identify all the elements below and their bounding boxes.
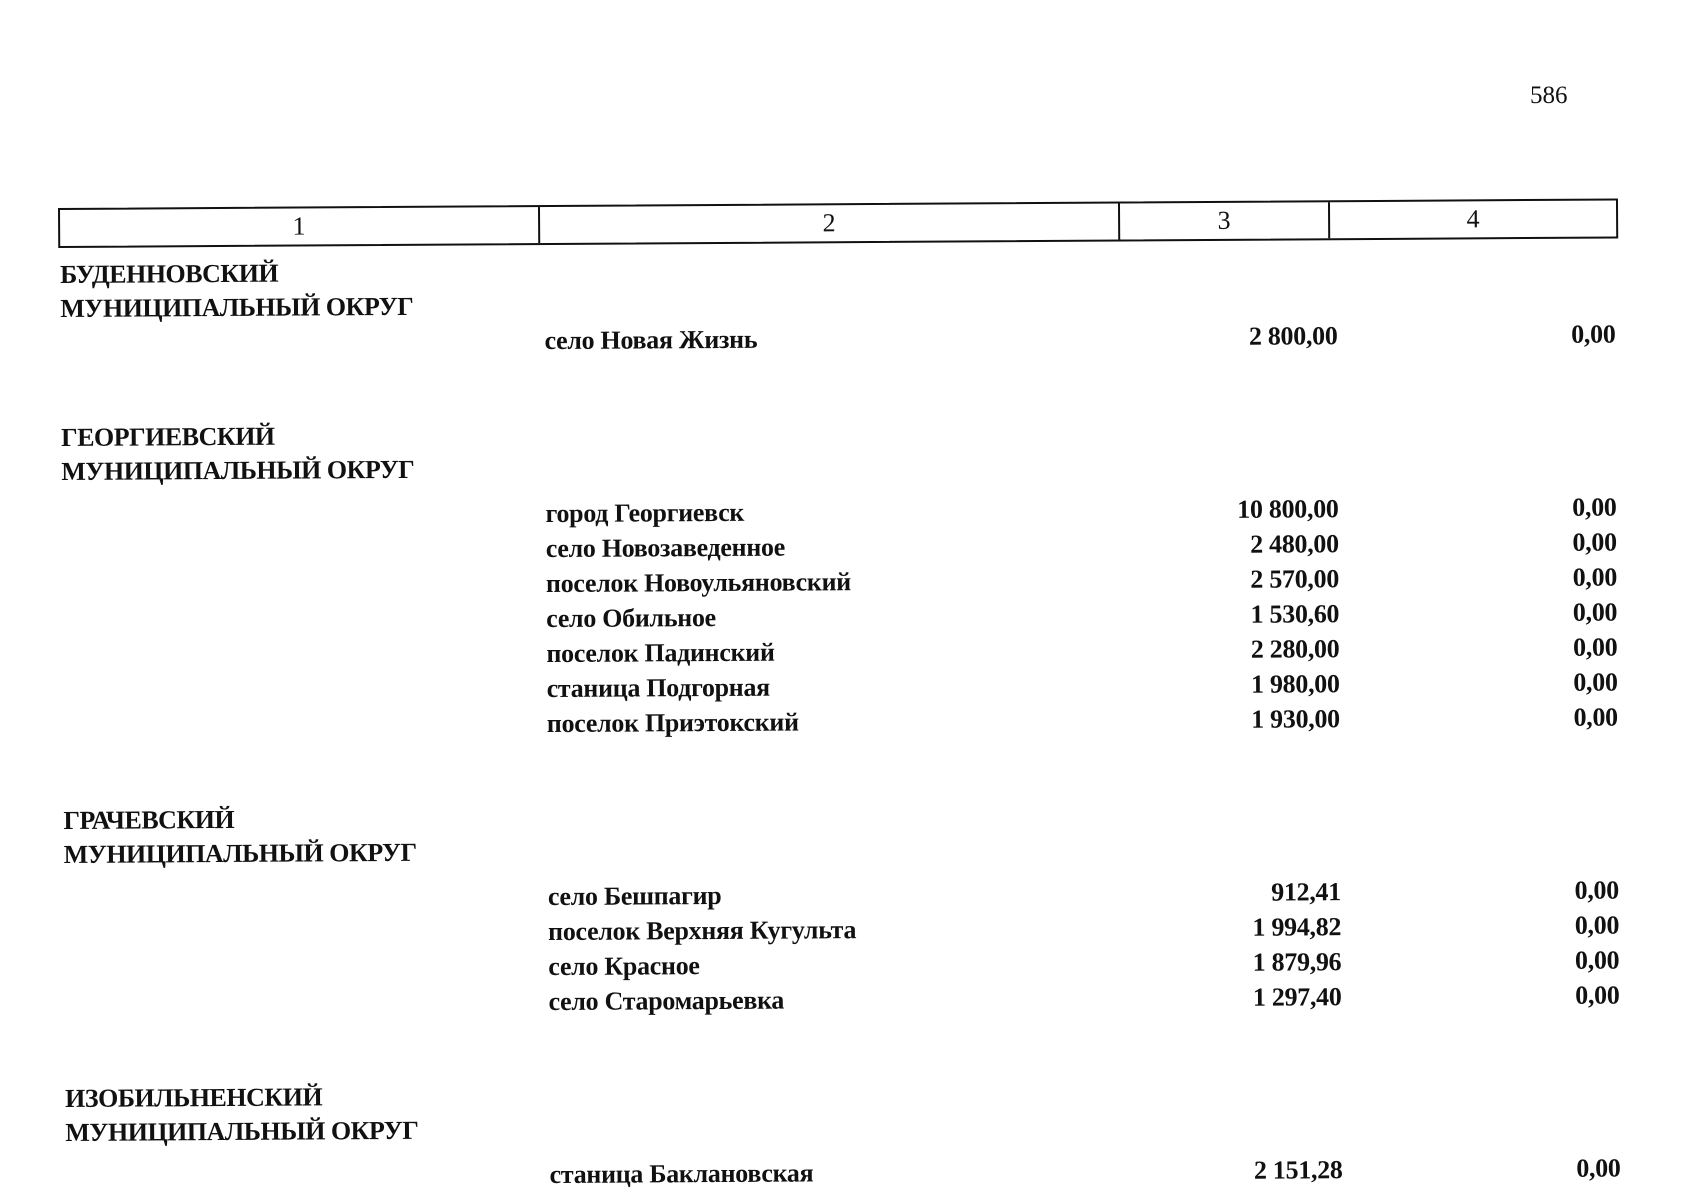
value-col-4: 0,00 bbox=[1573, 701, 1618, 732]
settlement-name: город Георгиевск bbox=[545, 497, 745, 528]
value-col-3: 2 480,00 bbox=[1250, 528, 1339, 559]
settlement-name: село Красное bbox=[548, 950, 700, 981]
header-col-1: 1 bbox=[60, 207, 540, 246]
district-name-line1: БУДЕННОВСКИЙ bbox=[60, 258, 279, 289]
district-block bbox=[65, 1072, 1626, 1195]
settlement-name: поселок Новоульяновский bbox=[545, 566, 852, 598]
value-col-3: 1 980,00 bbox=[1250, 668, 1340, 699]
district-name bbox=[63, 801, 503, 872]
value-col-3: 912,41 bbox=[1271, 876, 1341, 907]
page-number: 586 bbox=[1530, 82, 1568, 109]
value-col-4: 0,00 bbox=[1574, 909, 1620, 940]
district-block bbox=[63, 794, 1624, 1022]
value-col-4: 0,00 bbox=[1571, 318, 1616, 349]
value-col-4: 0,00 bbox=[1574, 944, 1620, 975]
settlement-name: станица Баклановская bbox=[549, 1157, 814, 1189]
value-col-3: 10 800,00 bbox=[1237, 493, 1339, 524]
value-col-4: 0,00 bbox=[1572, 526, 1617, 557]
value-col-3: 2 570,00 bbox=[1250, 563, 1340, 594]
district-block bbox=[61, 411, 1623, 744]
value-col-3: 1 297,40 bbox=[1252, 981, 1342, 1012]
district-name bbox=[61, 418, 501, 489]
table-body bbox=[60, 248, 1626, 1195]
header-col-4: 4 bbox=[1466, 204, 1480, 234]
district-name bbox=[65, 1079, 505, 1150]
district-name-line1: ИЗОБИЛЬНЕНСКИЙ bbox=[65, 1082, 323, 1113]
district-name-line1: ГЕОРГИЕВСКИЙ bbox=[61, 421, 275, 452]
value-col-3: 1 530,60 bbox=[1250, 598, 1340, 629]
settlement-name: станица Подгорная bbox=[546, 672, 770, 703]
district-block bbox=[60, 248, 1621, 361]
header-col-2: 2 bbox=[540, 204, 1120, 244]
value-col-4: 0,00 bbox=[1574, 874, 1619, 905]
value-col-4: 0,00 bbox=[1575, 979, 1620, 1010]
district-name-line2: МУНИЦИПАЛЬНЫЙ ОКРУГ bbox=[65, 1115, 419, 1147]
value-col-3: 2 800,00 bbox=[1248, 320, 1338, 351]
value-col-3: 2 151,28 bbox=[1253, 1154, 1343, 1185]
settlement-name: село Старомарьевка bbox=[548, 985, 785, 1016]
value-col-3: 1 879,96 bbox=[1252, 946, 1342, 977]
value-col-4: 0,00 bbox=[1573, 631, 1618, 662]
value-col-4: 0,00 bbox=[1572, 491, 1617, 522]
district-name-line2: МУНИЦИПАЛЬНЫЙ ОКРУГ bbox=[61, 454, 415, 486]
value-col-4: 0,00 bbox=[1573, 666, 1618, 697]
settlement-name: село Новозаведенное bbox=[545, 532, 785, 563]
district-name-line2: МУНИЦИПАЛЬНЫЙ ОКРУГ bbox=[63, 837, 417, 869]
value-col-3: 2 280,00 bbox=[1250, 633, 1340, 664]
value-col-4: 0,00 bbox=[1572, 596, 1618, 627]
value-col-3: 1 930,00 bbox=[1251, 703, 1340, 734]
settlement-name: поселок Падинский bbox=[546, 637, 775, 668]
district-name-line2: МУНИЦИПАЛЬНЫЙ ОКРУГ bbox=[60, 291, 414, 323]
settlement-name: село Обильное bbox=[546, 602, 716, 633]
settlement-name: поселок Верхняя Кугульта bbox=[548, 914, 857, 946]
settlement-name: село Новая Жизнь bbox=[544, 324, 758, 355]
district-name bbox=[60, 255, 500, 326]
settlement-name: село Бешпагир bbox=[547, 880, 722, 911]
value-col-3: 1 994,82 bbox=[1252, 911, 1342, 942]
value-col-4: 0,00 bbox=[1572, 561, 1618, 592]
header-col-3: 3 bbox=[1120, 202, 1330, 239]
table-header bbox=[58, 198, 1618, 248]
district-name-line1: ГРАЧЕВСКИЙ bbox=[63, 804, 235, 835]
value-col-4: 0,00 bbox=[1576, 1152, 1621, 1183]
settlement-name: поселок Приэтокский bbox=[546, 706, 799, 738]
